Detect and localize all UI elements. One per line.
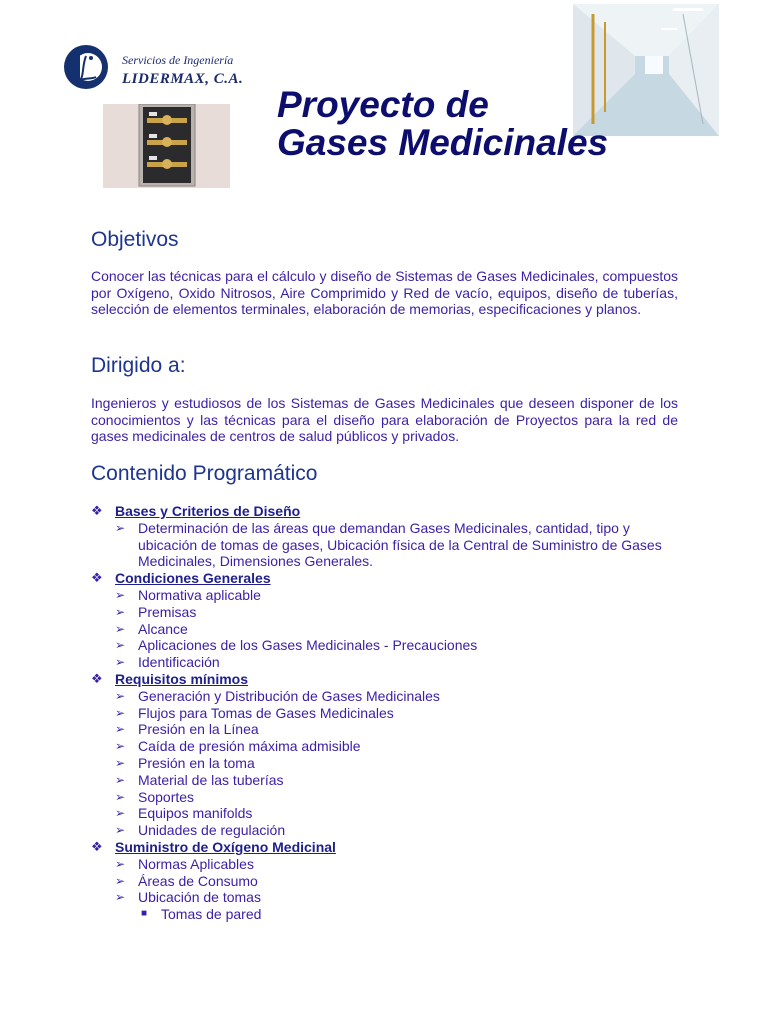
arrow-bullet-icon: ➢ bbox=[115, 755, 126, 770]
arrow-bullet-icon: ➢ bbox=[115, 604, 126, 619]
objetivos-text: Conocer las técnicas para el cálculo y diseño de Sistemas de Gases Medicinales, compuestos por Oxígeno, Oxido Nitrosos, Aire Comprimido y Red de vacío, equipos, diseño de tuberías, selección de elementos terminales, elaboración de memorias, especificaciones y planos. bbox=[91, 268, 678, 317]
diamond-bullet-icon: ❖ bbox=[91, 838, 103, 854]
section-title: Bases y Criterios de Diseño bbox=[115, 503, 301, 519]
list-item-text: Identificación bbox=[138, 654, 220, 671]
list-item bbox=[91, 789, 681, 806]
list-item-text: Generación y Distribución de Gases Medicinales bbox=[138, 687, 440, 704]
list-item bbox=[91, 805, 681, 822]
arrow-bullet-icon: ➢ bbox=[115, 520, 126, 535]
list-item bbox=[91, 688, 681, 705]
sub-list-item-text: Tomas de pared bbox=[161, 906, 262, 923]
arrow-bullet-icon: ➢ bbox=[115, 890, 126, 905]
company-logo bbox=[58, 42, 108, 94]
section-row bbox=[91, 570, 681, 587]
list-item bbox=[91, 889, 681, 906]
arrow-bullet-icon: ➢ bbox=[115, 873, 126, 888]
list-item-text: Alcance bbox=[138, 620, 188, 637]
list-item-text: Normas Aplicables bbox=[138, 855, 254, 872]
list-item-text: Caída de presión máxima admisible bbox=[138, 738, 361, 755]
company-name: LIDERMAX, C.A. bbox=[122, 71, 244, 87]
list-item bbox=[91, 721, 681, 738]
list-item-text: Flujos para Tomas de Gases Medicinales bbox=[138, 704, 394, 721]
list-item bbox=[91, 738, 681, 755]
arrow-bullet-icon: ➢ bbox=[115, 772, 126, 787]
arrow-bullet-icon: ➢ bbox=[115, 638, 126, 653]
diamond-bullet-icon: ❖ bbox=[91, 670, 103, 686]
list-item-text: Equipos manifolds bbox=[138, 805, 253, 822]
list-item-text: Soportes bbox=[138, 788, 195, 805]
section-title: Suministro de Oxígeno Medicinal bbox=[115, 838, 336, 855]
section-row bbox=[91, 503, 681, 520]
list-item-text: Determinación de las áreas que demandan Gases Medicinales, cantidad, tipo y ubicación de tomas de gases, Ubicación física de la Central de Suministro de Gases Medicinales, Dimensiones Generales. bbox=[138, 519, 662, 570]
diamond-bullet-icon: ❖ bbox=[91, 570, 103, 586]
list-item bbox=[91, 621, 681, 638]
arrow-bullet-icon: ➢ bbox=[115, 655, 126, 670]
square-bullet-icon: ■ bbox=[141, 908, 148, 920]
list-item bbox=[91, 705, 681, 722]
dirigido-text: Ingenieros y estudiosos de los Sistemas de Gases Medicinales que deseen disponer de los conocimientos y las técnicas para el diseño para elaboración de Proyectos para la red de gases medicinales de centros de salud públicos y privados. bbox=[91, 395, 678, 444]
section-row bbox=[91, 671, 681, 688]
arrow-bullet-icon: ➢ bbox=[115, 705, 126, 720]
list-item-text: Aplicaciones de los Gases Medicinales - Precauciones bbox=[138, 637, 478, 654]
dirigido-heading: Dirigido a: bbox=[91, 354, 186, 377]
list-item bbox=[91, 755, 681, 772]
list-item-text: Áreas de Consumo bbox=[138, 872, 258, 889]
list-item bbox=[91, 604, 681, 621]
objetivos-heading: Objetivos bbox=[91, 228, 179, 251]
gas-valve-panel-image bbox=[103, 104, 230, 188]
list-item bbox=[91, 654, 681, 671]
company-subtitle: Servicios de Ingeniería bbox=[122, 53, 234, 67]
contenido-heading: Contenido Programático bbox=[91, 462, 318, 485]
list-item bbox=[91, 772, 681, 789]
section-title: Condiciones Generales bbox=[115, 570, 271, 587]
section-row bbox=[91, 839, 681, 856]
list-item bbox=[91, 873, 681, 890]
list-item bbox=[91, 587, 681, 604]
list-item bbox=[91, 637, 681, 654]
list-item-text: Presión en la Línea bbox=[138, 721, 259, 738]
arrow-bullet-icon: ➢ bbox=[115, 722, 126, 737]
diamond-bullet-icon: ❖ bbox=[91, 503, 103, 518]
arrow-bullet-icon: ➢ bbox=[115, 823, 126, 838]
list-item-text: Material de las tuberías bbox=[138, 771, 284, 788]
list-item-text: Presión en la toma bbox=[138, 754, 255, 771]
title-line-2: Gases Medicinales bbox=[277, 122, 609, 163]
list-item bbox=[91, 822, 681, 839]
arrow-bullet-icon: ➢ bbox=[115, 856, 126, 871]
arrow-bullet-icon: ➢ bbox=[115, 587, 126, 602]
document-title bbox=[277, 86, 608, 162]
sub-list-item bbox=[91, 906, 681, 923]
title-line-1: Proyecto de bbox=[277, 84, 489, 125]
list-item-text: Premisas bbox=[138, 603, 197, 620]
arrow-bullet-icon: ➢ bbox=[115, 806, 126, 821]
list-item bbox=[91, 856, 681, 873]
arrow-bullet-icon: ➢ bbox=[115, 688, 126, 703]
arrow-bullet-icon: ➢ bbox=[115, 739, 126, 754]
arrow-bullet-icon: ➢ bbox=[115, 789, 126, 804]
list-item-text: Ubicación de tomas bbox=[138, 889, 261, 906]
list-item-text: Unidades de regulación bbox=[138, 822, 286, 839]
list-item-text: Normativa aplicable bbox=[138, 586, 261, 603]
section-title: Requisitos mínimos bbox=[115, 670, 249, 687]
contenido-list bbox=[91, 503, 681, 923]
arrow-bullet-icon: ➢ bbox=[115, 621, 126, 636]
list-item bbox=[91, 520, 681, 570]
